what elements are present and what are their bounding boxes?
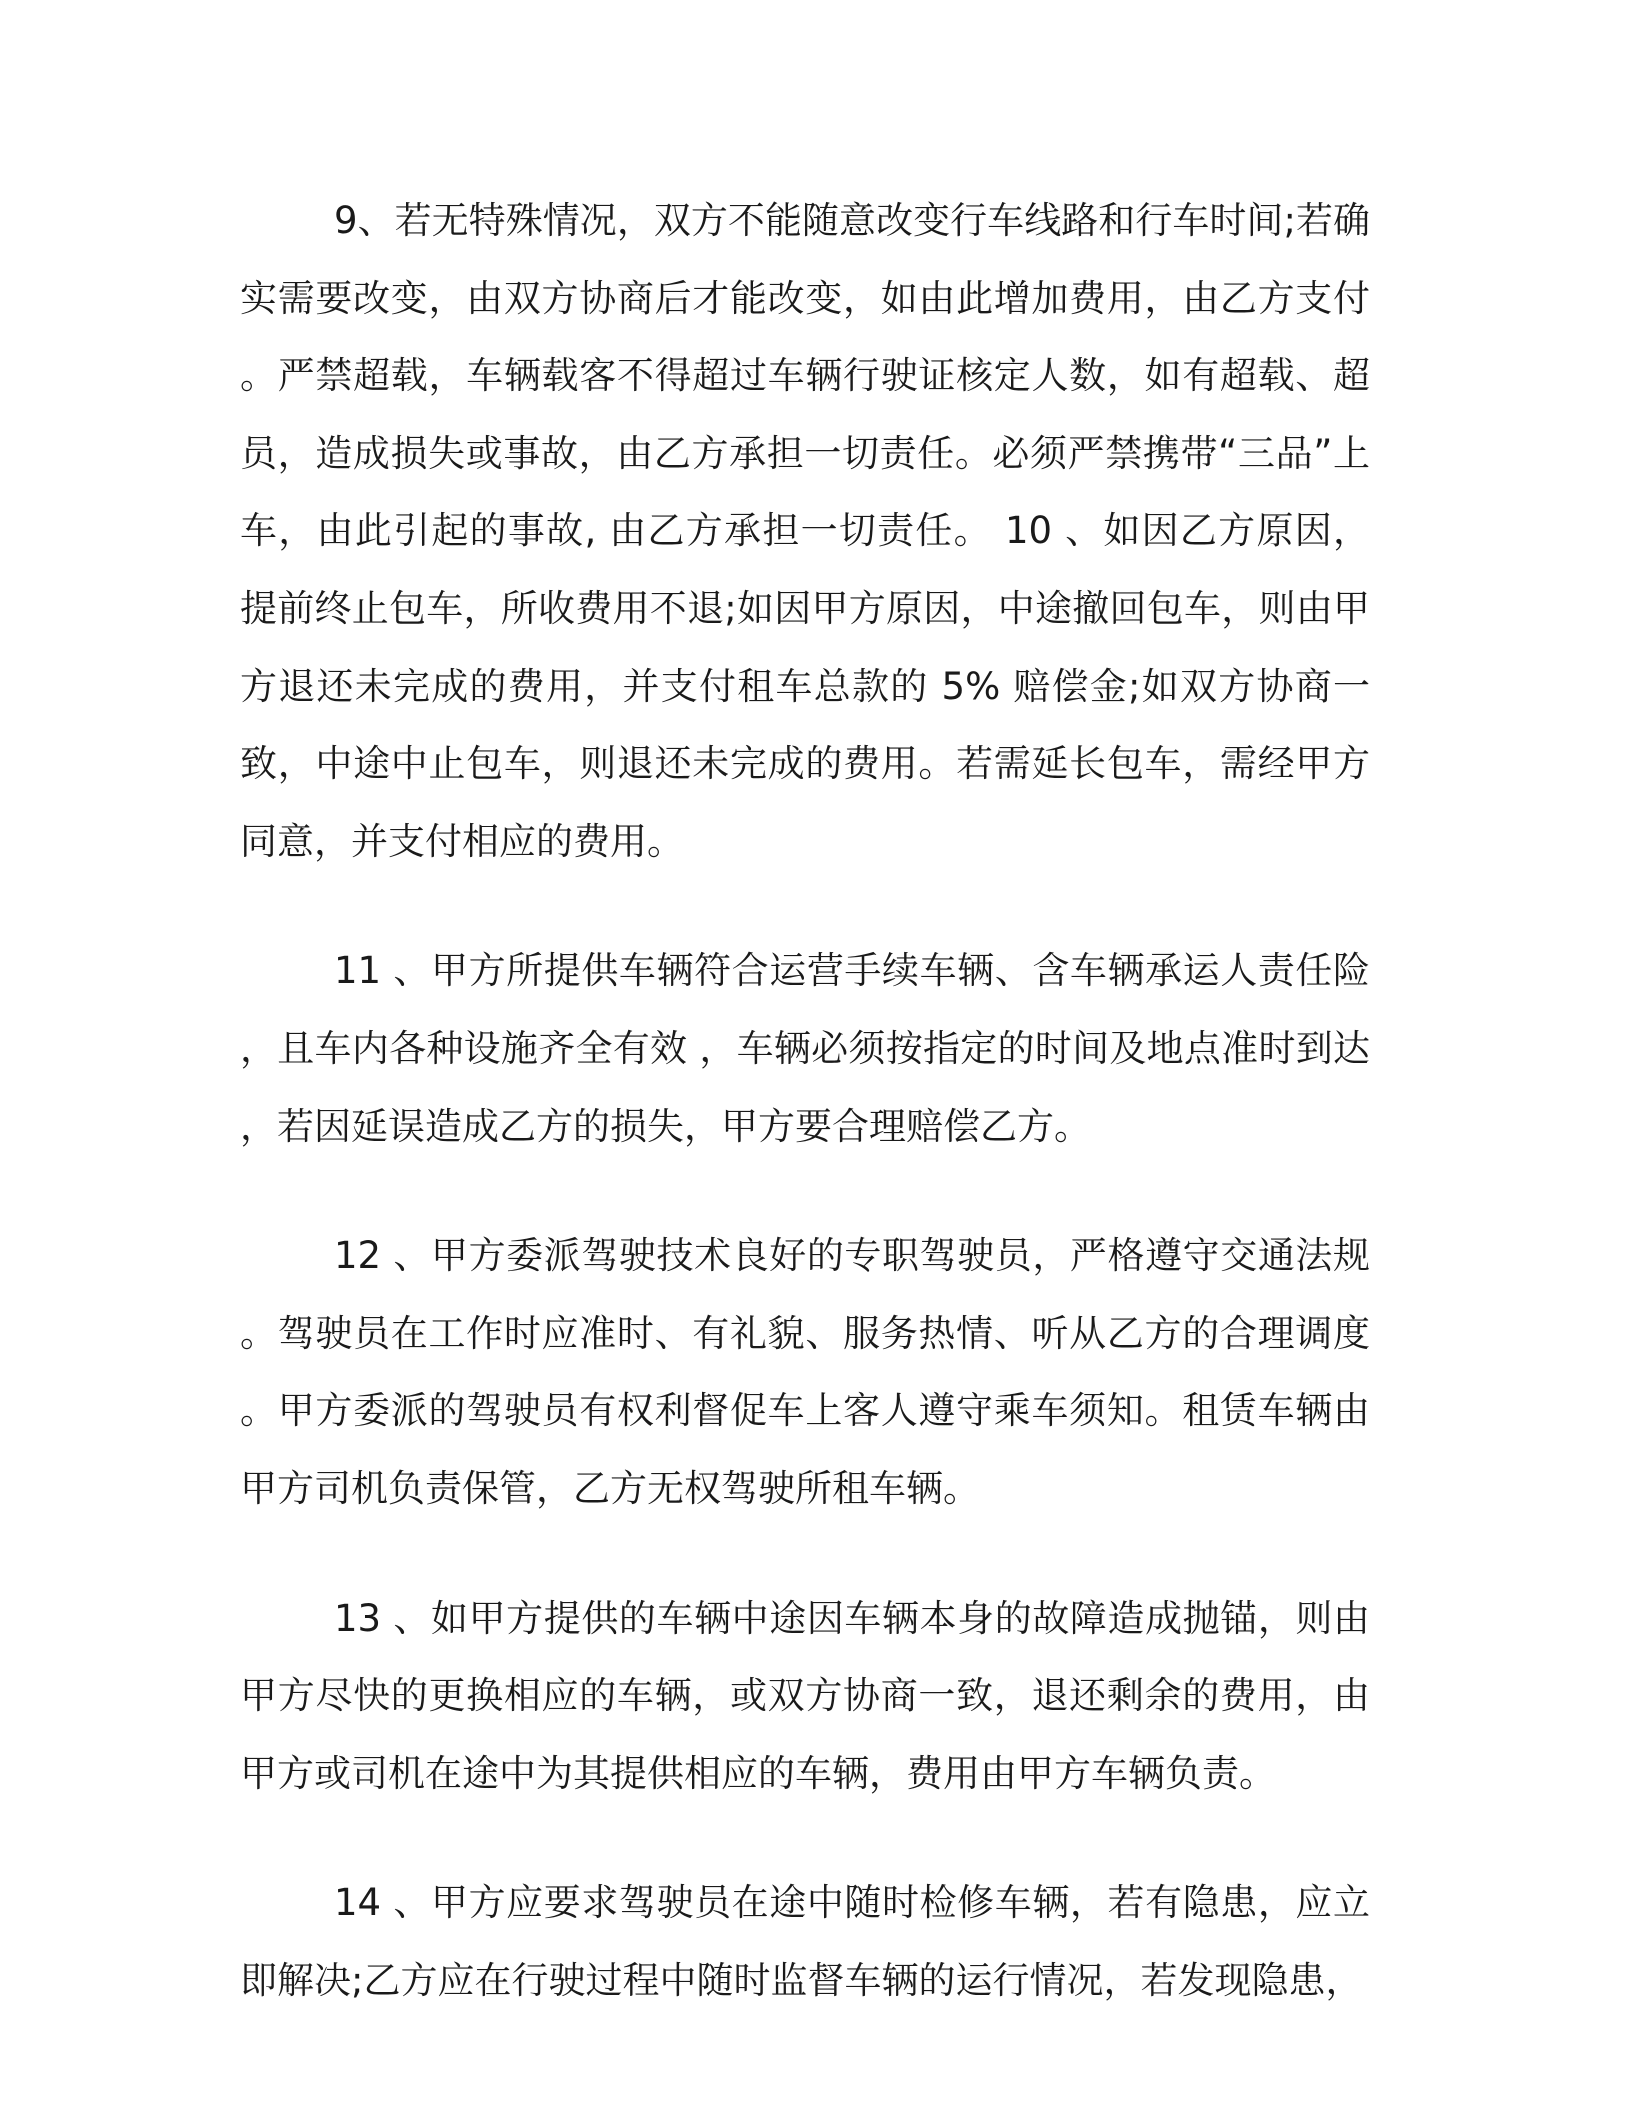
document-body <box>240 182 1370 2019</box>
clause-9-10-paragraph: 9、若无特殊情况，双方不能随意改变行车线路和行车时间;若确实需要改变，由双方协商后才能改变，如由此增加费用，由乙方支付。严禁超载，车辆载客不得超过车辆行驶证核定人数，如有超载、超员，造成损失或事故，由乙方承担一切责任。必须严禁携带“三品”上车，由此引起的事故, 由乙方承担一切责任。 10 、如因乙方原因，提前终止包车，所收费用不退;如因甲方原因，中途撤回包车，则由甲方退还未完成的费用，并支付租车总款的 5% 赔偿金;如双方协商一致，中途中止包车，则退还未完成的费用。若需延长包车，需经甲方同意，并支付相应的费用。 <box>240 199 1370 863</box>
clause-11-paragraph: 11 、甲方所提供车辆符合运营手续车辆、含车辆承运人责任险，且车内各种设施齐全有效 ，车辆必须按指定的时间及地点准时到达，若因延误造成乙方的损失，甲方要合理赔偿乙方。 <box>240 949 1370 1148</box>
clause-14-paragraph: 14 、甲方应要求驾驶员在途中随时检修车辆，若有隐患，应立即解决;乙方应在行驶过程中随时监督车辆的运行情况，若发现隐患， <box>240 1881 1370 2002</box>
clause-13-paragraph: 13 、如甲方提供的车辆中途因车辆本身的故障造成抛锚，则由甲方尽快的更换相应的车辆，或双方协商一致，退还剩余的费用，由甲方或司机在途中为其提供相应的车辆，费用由甲方车辆负责。 <box>240 1596 1370 1795</box>
clause-12-paragraph: 12 、甲方委派驾驶技术良好的专职驾驶员，严格遵守交通法规。驾驶员在工作时应准时、有礼貌、服务热情、听从乙方的合理调度。甲方委派的驾驶员有权利督促车上客人遵守乘车须知。租赁车辆由甲方司机负责保管，乙方无权驾驶所租车辆。 <box>240 1234 1370 1510</box>
